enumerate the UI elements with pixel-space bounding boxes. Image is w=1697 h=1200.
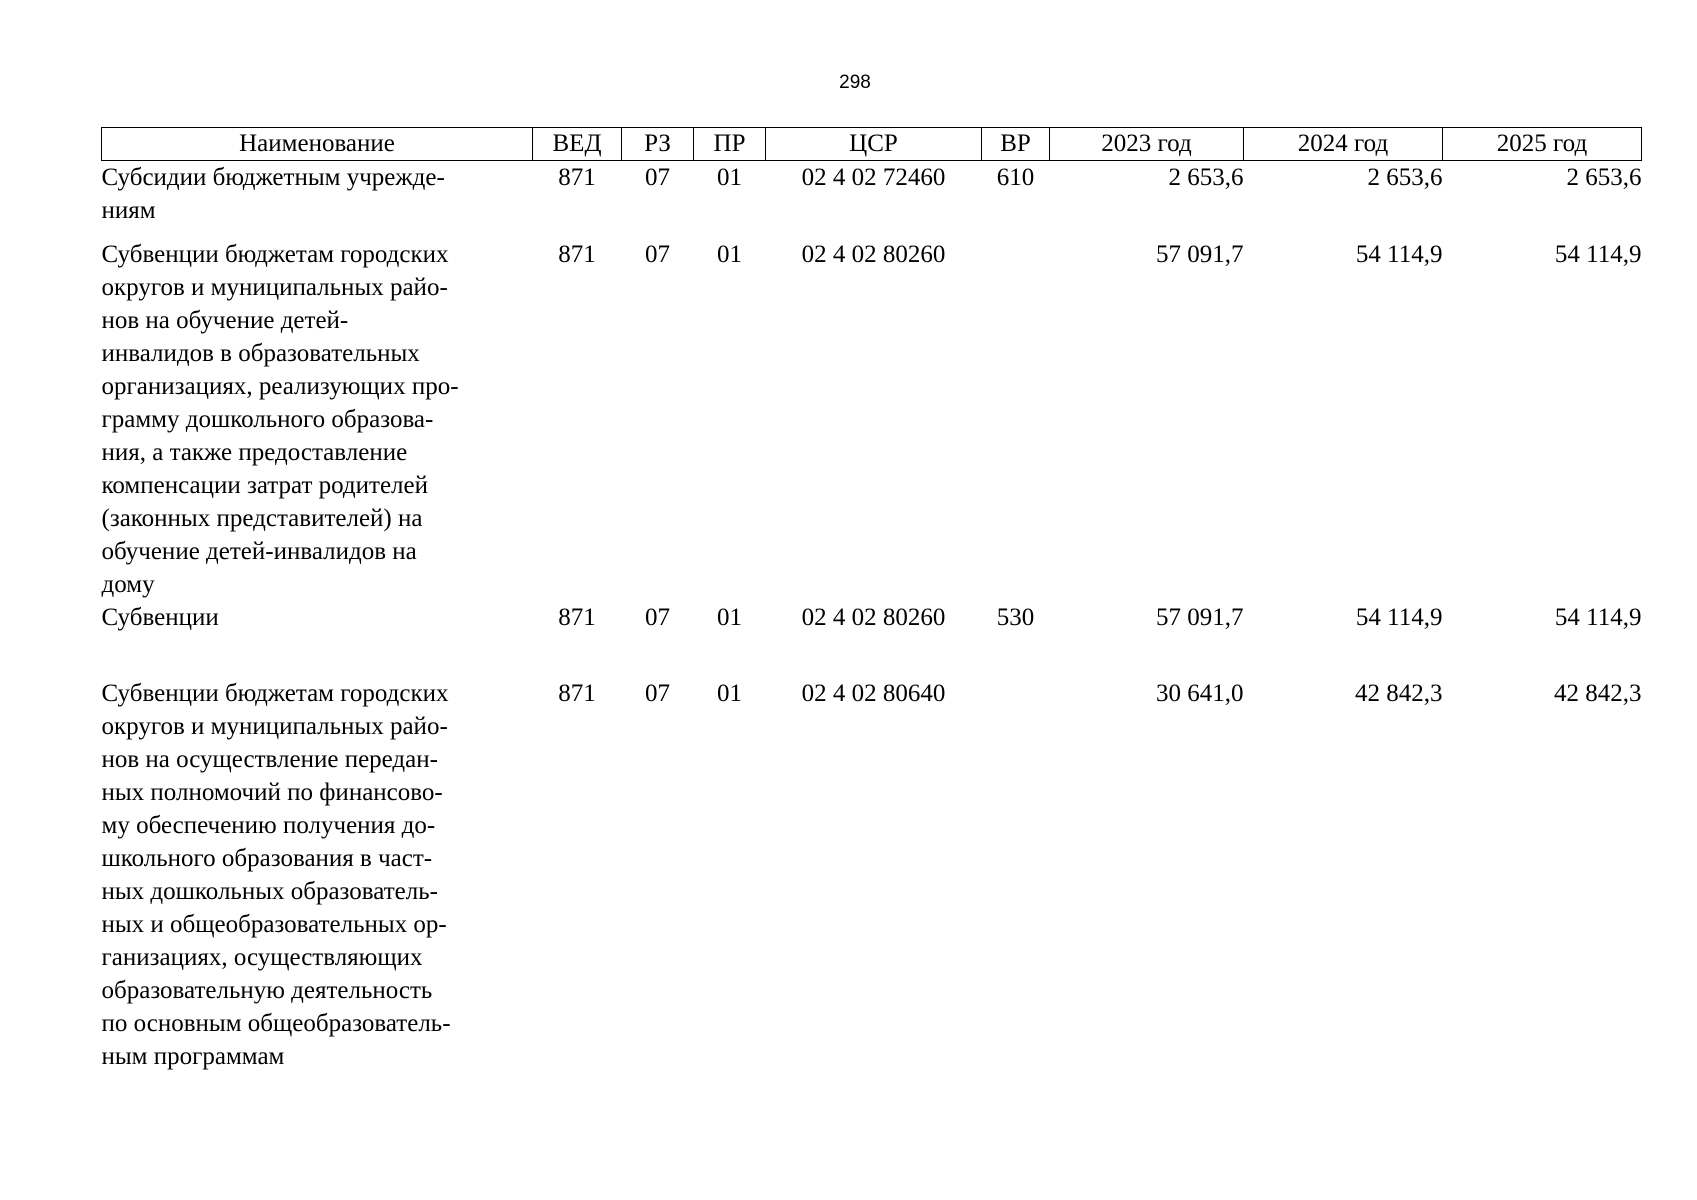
row-ved: 871: [558, 241, 596, 268]
budget-table: [101, 127, 1642, 1073]
row-ved: 871: [558, 680, 596, 707]
row-rz: 07: [645, 164, 670, 191]
table-row: [102, 601, 1642, 677]
row-2025: 54 114,9: [1554, 604, 1642, 631]
row-rz: 07: [645, 241, 670, 268]
page-number: 298: [839, 72, 871, 93]
row-name: Субсидии бюджетным учрежде- ниям: [101, 164, 445, 224]
row-rz: 07: [645, 604, 670, 631]
table-row: [102, 238, 1642, 601]
row-2023: 57 091,7: [1156, 241, 1244, 268]
header-name: Наименование: [102, 128, 533, 161]
row-vr: [982, 238, 1050, 601]
header-vr: ВР: [982, 128, 1050, 161]
row-pr: 01: [717, 164, 742, 191]
header-2024: 2024 год: [1244, 128, 1443, 161]
row-csr: 02 4 02 80260: [801, 604, 946, 631]
row-2024: 54 114,9: [1355, 604, 1443, 631]
row-2024: 42 842,3: [1355, 680, 1443, 707]
row-name: Субвенции: [101, 604, 219, 631]
row-vr: 530: [996, 604, 1035, 631]
row-name: Субвенции бюджетам городских округов и муниципальных райо- нов на обучение детей- инвалидов в образовательных организациях, реализующих про- грамму дошкольного образова- ния, а также предоставление компенсации затрат родителей (законных представителей) на обучение детей-инвалидов на дому: [101, 241, 459, 598]
row-2023: 30 641,0: [1156, 680, 1244, 707]
row-csr: 02 4 02 72460: [801, 164, 946, 191]
row-2023: 2 653,6: [1168, 164, 1244, 191]
header-2025: 2025 год: [1443, 128, 1642, 161]
row-vr: 610: [996, 164, 1035, 191]
row-2024: 2 653,6: [1367, 164, 1443, 191]
table-row: [102, 161, 1642, 239]
row-rz: 07: [645, 680, 670, 707]
row-pr: 01: [717, 604, 742, 631]
row-2025: 2 653,6: [1566, 164, 1642, 191]
header-ved: ВЕД: [533, 128, 622, 161]
header-pr: ПР: [694, 128, 766, 161]
row-2024: 54 114,9: [1355, 241, 1443, 268]
row-ved: 871: [558, 604, 596, 631]
header-csr: ЦСР: [766, 128, 982, 161]
row-name: Субвенции бюджетам городских округов и муниципальных райо- нов на осуществление передан- ных полномочий по финансово- му обеспечению получения до- школьного образования в част- ных дошкольных образователь- ных и общеобразовательных ор- ганизациях, осуществляющих образовательную деятельность по основным общеобразователь- ным программам: [101, 680, 451, 1070]
table-row: [102, 677, 1642, 1073]
header-rz: РЗ: [622, 128, 694, 161]
row-pr: 01: [717, 680, 742, 707]
row-csr: 02 4 02 80260: [801, 241, 946, 268]
header-2023: 2023 год: [1050, 128, 1244, 161]
table-header-row: [102, 128, 1642, 161]
row-pr: 01: [717, 241, 742, 268]
row-csr: 02 4 02 80640: [801, 680, 946, 707]
row-2025: 42 842,3: [1554, 680, 1642, 707]
row-ved: 871: [558, 164, 596, 191]
row-2023: 57 091,7: [1156, 604, 1244, 631]
row-vr: [982, 677, 1050, 1073]
row-2025: 54 114,9: [1554, 241, 1642, 268]
